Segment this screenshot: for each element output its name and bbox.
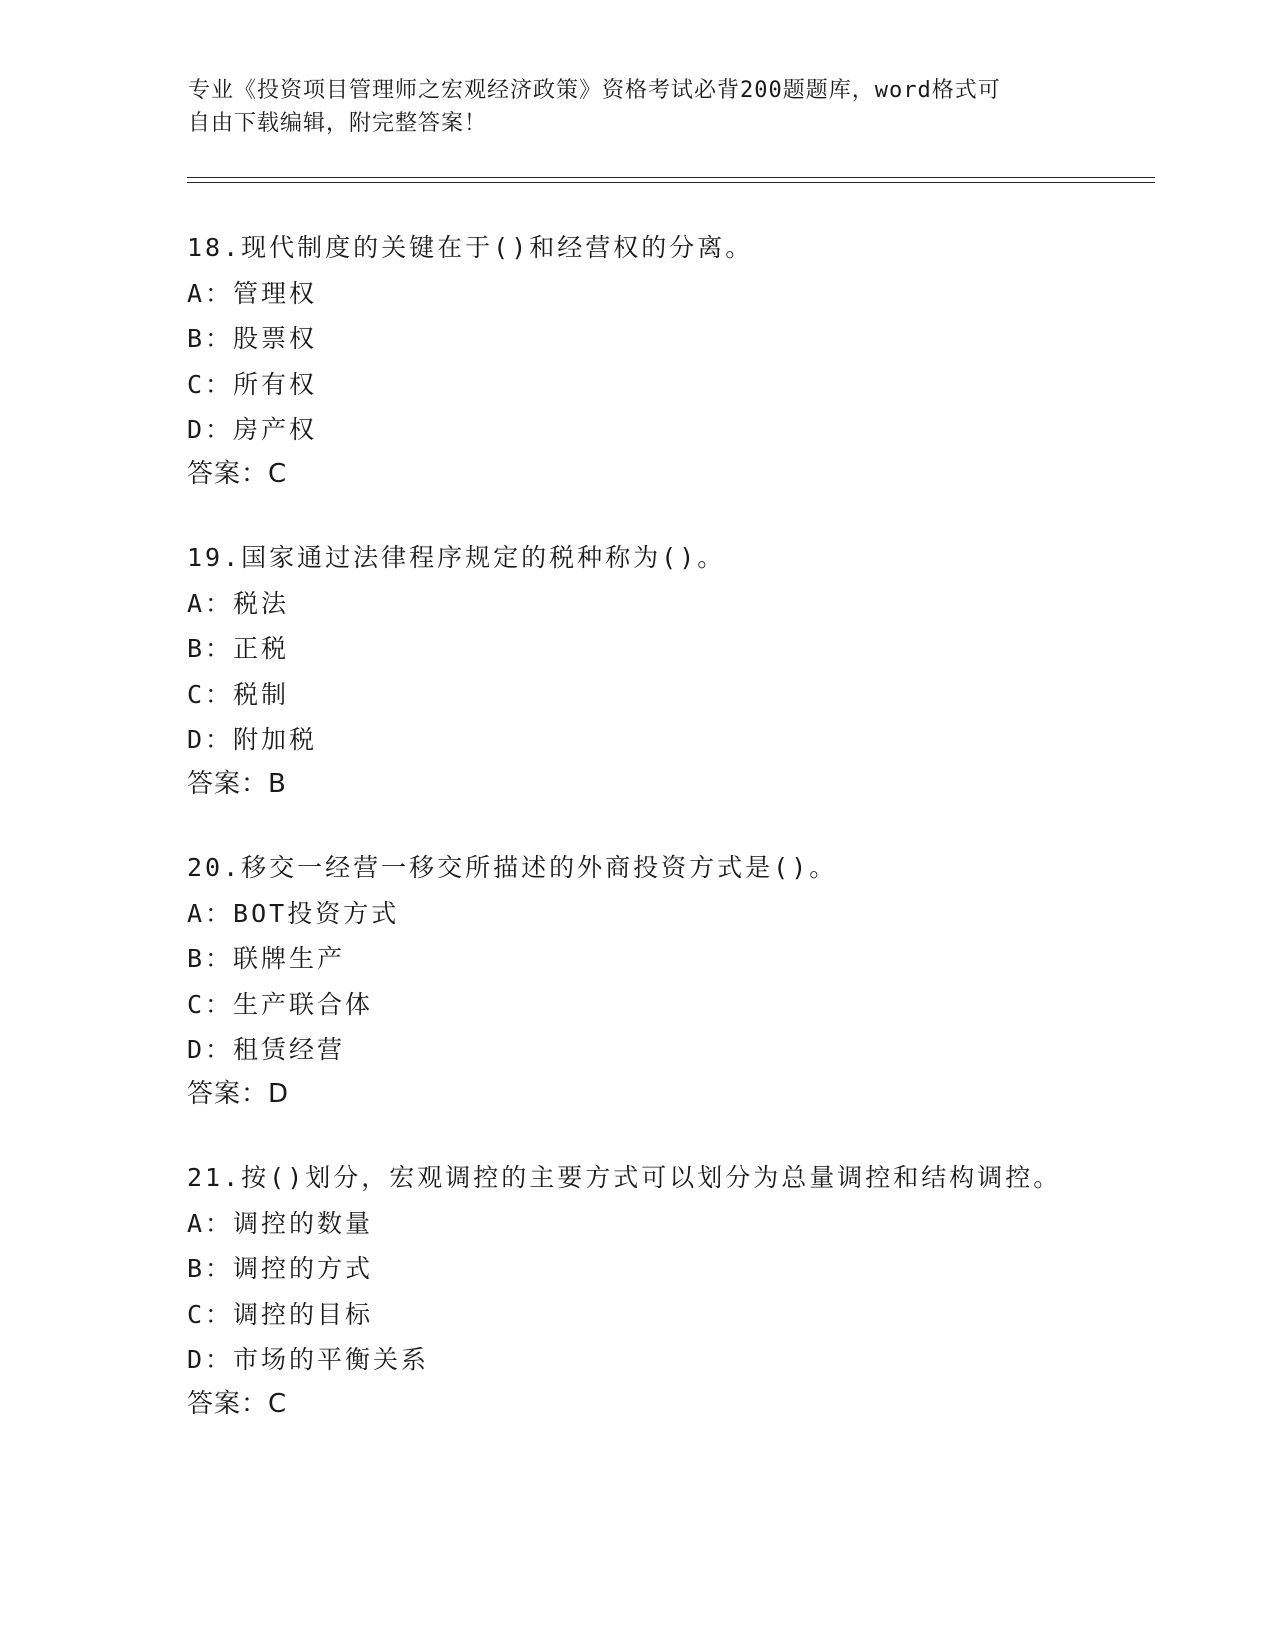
question-stem: 19.国家通过法律程序规定的税种称为()。 [187, 543, 726, 572]
option-c: C：调控的目标 [187, 1299, 374, 1329]
option-d: D：租赁经营 [187, 1035, 346, 1064]
header-divider-bottom [187, 182, 1155, 183]
header-line-1: 专业《投资项目管理师之宏观经济政策》资格考试必背200题题库，word格式可 [188, 78, 1001, 103]
question-stem: 21.按()划分，宏观调控的主要方式可以划分为总量调控和结构调控。 [187, 1163, 1062, 1192]
question-stem: 20.移交一经营一移交所描述的外商投资方式是()。 [187, 853, 838, 882]
option-b: B：正税 [187, 634, 290, 663]
option-c: C：所有权 [187, 369, 318, 399]
answer: 答案：C [187, 459, 288, 489]
question-stem: 18.现代制度的关键在于()和经营权的分离。 [187, 233, 754, 262]
option-b: B：调控的方式 [187, 1254, 374, 1283]
question-18 [187, 232, 1147, 490]
option-d: D：附加税 [187, 725, 318, 754]
header-line-2: 自由下载编辑，附完整答案！ [188, 111, 488, 136]
question-list [187, 232, 1147, 1472]
header-divider-top [187, 177, 1155, 178]
option-a: A：BOT投资方式 [187, 898, 400, 928]
document-header [188, 74, 1088, 140]
question-19 [187, 542, 1147, 800]
option-a: A：税法 [187, 588, 290, 618]
option-b: B：联牌生产 [187, 944, 346, 973]
answer: 答案：C [187, 1389, 288, 1419]
answer: 答案：D [187, 1079, 290, 1109]
option-c: C：税制 [187, 679, 290, 709]
question-21 [187, 1162, 1147, 1420]
option-a: A：管理权 [187, 278, 318, 308]
question-20 [187, 852, 1147, 1110]
option-a: A：调控的数量 [187, 1208, 374, 1238]
option-d: D：市场的平衡关系 [187, 1345, 430, 1374]
option-c: C：生产联合体 [187, 989, 374, 1019]
answer: 答案：B [187, 769, 287, 799]
option-d: D：房产权 [187, 415, 318, 444]
option-b: B：股票权 [187, 324, 318, 353]
